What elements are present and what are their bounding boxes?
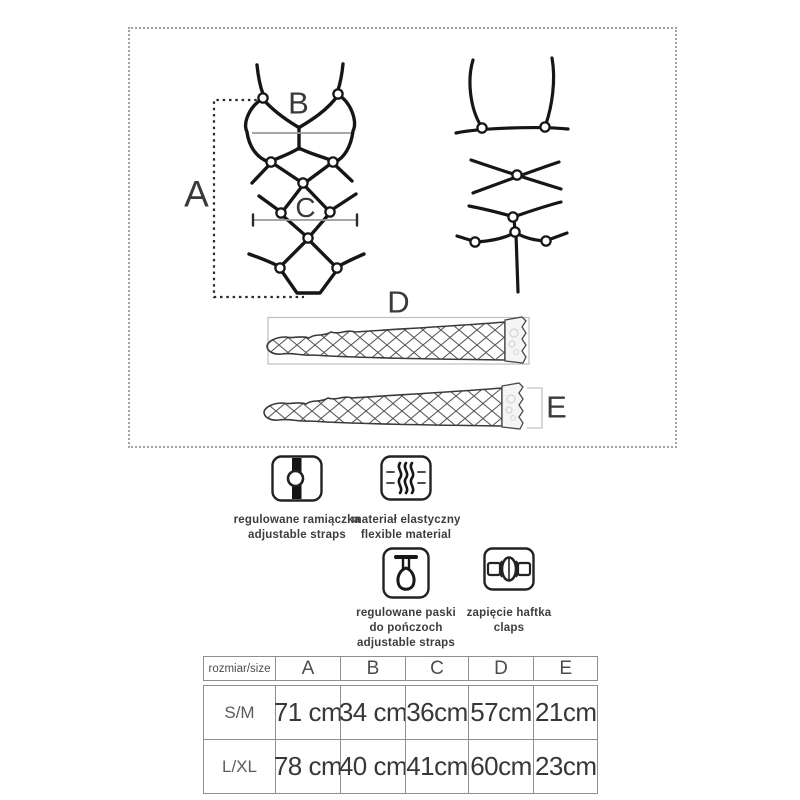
size-table bbox=[203, 656, 598, 794]
size-table-header bbox=[203, 656, 598, 681]
hook-clasp-icon bbox=[483, 547, 535, 591]
back-rings bbox=[470, 122, 550, 246]
row-label: S/M bbox=[224, 702, 255, 722]
row-label: L/XL bbox=[222, 756, 257, 776]
value-e: 23cm bbox=[533, 740, 598, 793]
value-a: 78 cm bbox=[275, 740, 340, 793]
header-cell-c: C bbox=[405, 657, 468, 680]
feature-flexible-material bbox=[321, 455, 491, 543]
feature-label-en: adjustable straps bbox=[357, 637, 455, 649]
value-d: 60cm bbox=[468, 740, 533, 793]
feature-clasp bbox=[424, 547, 594, 636]
feature-label-pl: zapięcie haftka bbox=[466, 607, 552, 619]
measurement-label-a: A bbox=[184, 173, 210, 215]
size-row-sm bbox=[204, 686, 597, 739]
measurement-label-d: D bbox=[387, 284, 411, 320]
header-cell-e: E bbox=[533, 657, 598, 680]
value-a: 71 cm bbox=[275, 686, 340, 739]
flexible-material-waves-icon bbox=[380, 455, 432, 501]
value-e: 21cm bbox=[533, 686, 598, 739]
measurement-label-e: E bbox=[546, 389, 568, 425]
feature-label-pl: do pończoch bbox=[369, 622, 443, 634]
value-d: 57cm bbox=[468, 686, 533, 739]
feature-label-en: adjustable straps bbox=[248, 529, 346, 541]
header-cell-d: D bbox=[468, 657, 533, 680]
value-b: 40 cm bbox=[340, 740, 405, 793]
size-table-body bbox=[203, 685, 598, 794]
adjustable-strap-slider-icon bbox=[271, 455, 323, 502]
size-row-lxl bbox=[204, 739, 597, 793]
header-cell-b: B bbox=[340, 657, 405, 680]
feature-label-en: flexible material bbox=[360, 529, 452, 541]
value-b: 34 cm bbox=[340, 686, 405, 739]
measurement-label-c: C bbox=[295, 192, 317, 223]
feature-label-pl: regulowane ramiączka bbox=[233, 514, 361, 526]
value-c: 41cm bbox=[405, 740, 468, 793]
feature-label-pl: materiał elastyczny bbox=[351, 514, 461, 526]
feature-label-pl: regulowane paski bbox=[356, 607, 456, 619]
feature-label-en: claps bbox=[493, 622, 525, 634]
stocking-drawing-top bbox=[267, 317, 526, 363]
header-cell-a: A bbox=[275, 657, 340, 680]
stocking-drawing-bottom bbox=[264, 383, 523, 429]
value-c: 36cm bbox=[405, 686, 468, 739]
garter-clip-icon bbox=[382, 547, 430, 599]
measurement-label-b: B bbox=[288, 85, 310, 121]
header-cell-size: rozmiar/size bbox=[208, 662, 271, 675]
lace-top-measure-bracket bbox=[527, 388, 542, 428]
